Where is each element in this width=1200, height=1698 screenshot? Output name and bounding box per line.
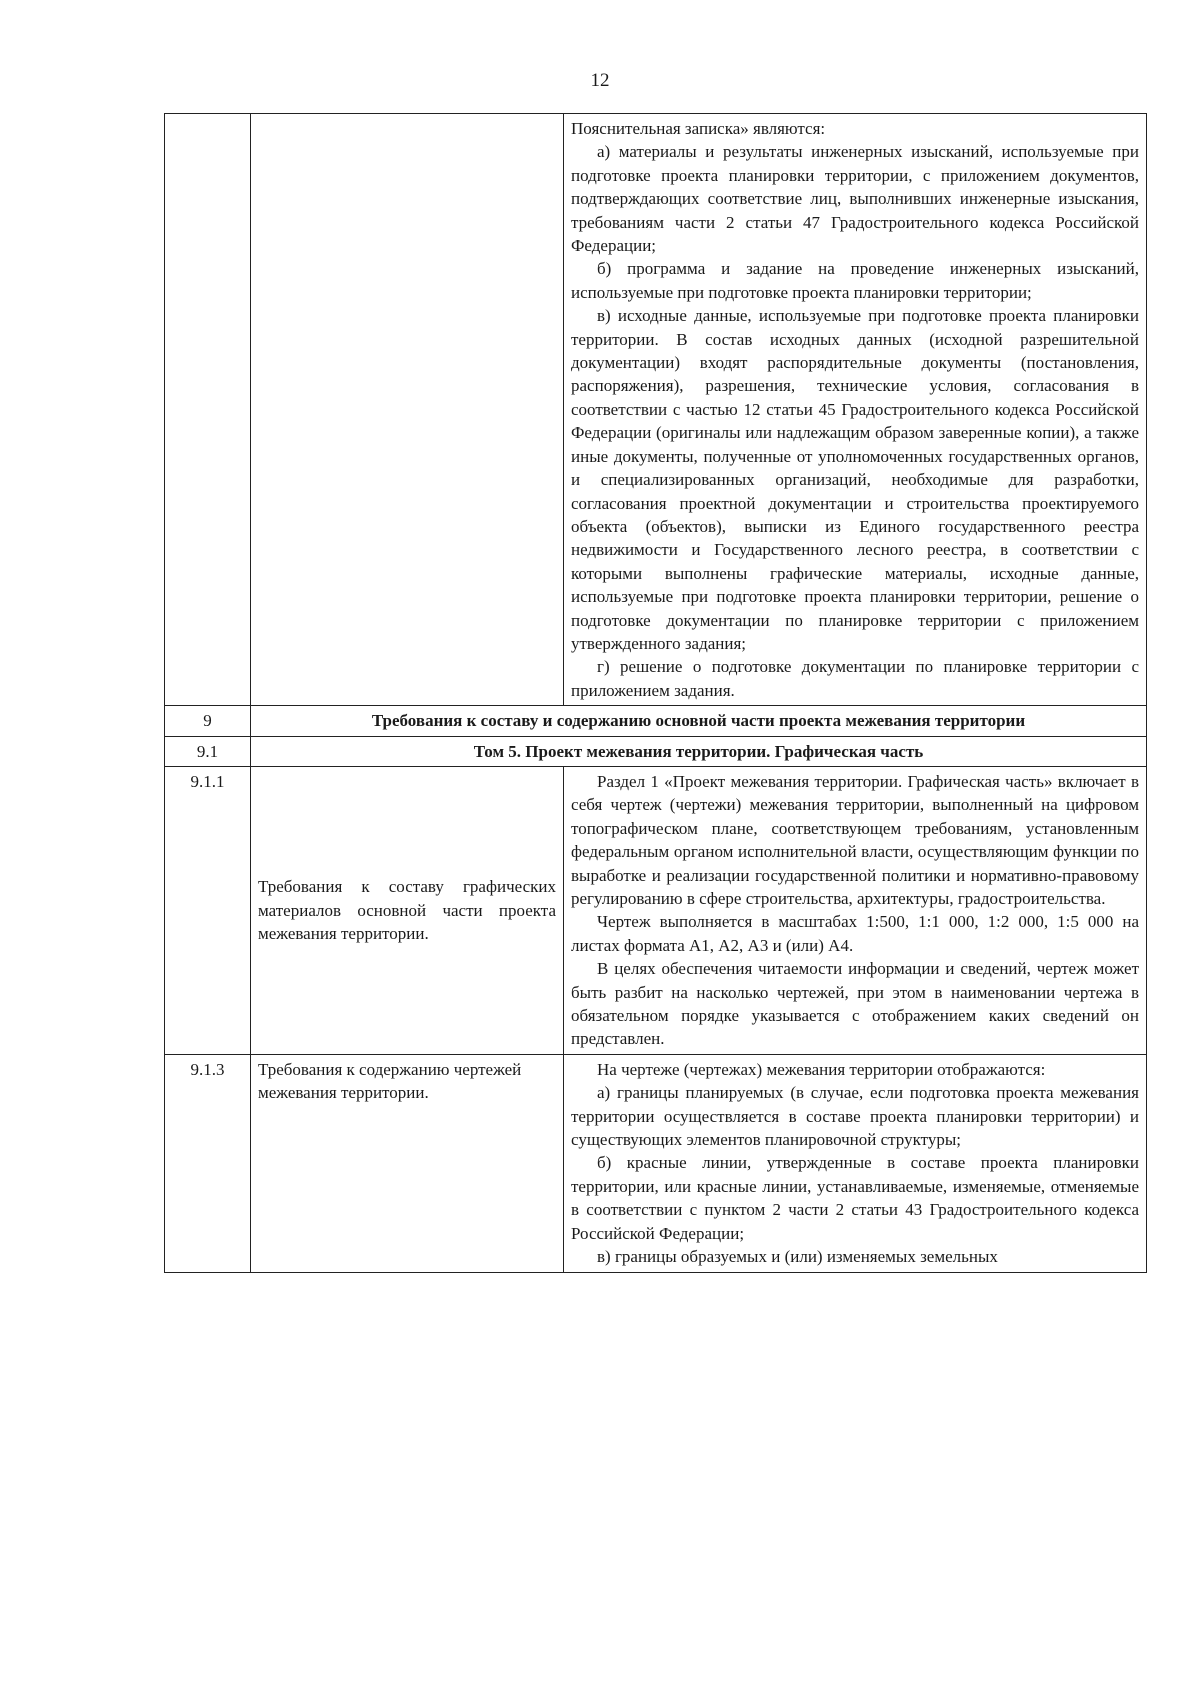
section-title: Требования к составу и содержанию основной части проекта межевания территории	[251, 706, 1147, 736]
paragraph: На чертеже (чертежах) межевания территории отображаются:	[597, 1059, 1046, 1079]
row-content	[564, 114, 1147, 706]
table-row	[165, 1054, 1147, 1272]
subsection-heading-row	[165, 736, 1147, 766]
row-description: Требования к составу графических материалов основной части проекта межевания территории.	[251, 766, 564, 1054]
subsection-title: Том 5. Проект межевания территории. Графическая часть	[251, 736, 1147, 766]
row-number: 9.1.3	[165, 1054, 251, 1272]
row-content	[564, 766, 1147, 1054]
page-number: 12	[590, 70, 610, 91]
row-number: 9.1.1	[165, 766, 251, 1054]
paragraph: г) решение о подготовке документации по планировке территории с приложением задания.	[571, 657, 1139, 700]
row-description	[251, 114, 564, 706]
row-number	[165, 114, 251, 706]
section-heading-row	[165, 706, 1147, 736]
paragraph: Чертеж выполняется в масштабах 1:500, 1:1 000, 1:2 000, 1:5 000 на листах формата А1, А2, А3 и (или) А4.	[571, 912, 1139, 955]
paragraph: Раздел 1 «Проект межевания территории. Графическая часть» включает в себя чертеж (чертежи) межевания территории, выполненный на цифровом топографическом плане, соответствующем требованиям, установленным федеральным органом исполнительной власти, осуществляющим функции по выработке и реализации государственной политики и нормативно-правовому регулированию в сфере строительства, архитектуры, градостроительства.	[571, 771, 1139, 908]
paragraph: а) границы планируемых (в случае, если подготовка проекта межевания территории осуществляется в составе проекта планировки территории) и существующих элементов планировочной структуры;	[571, 1083, 1139, 1150]
paragraph: в) границы образуемых и (или) изменяемых земельных	[597, 1247, 998, 1267]
paragraph: б) красные линии, утвержденные в составе проекта планировки территории, или красные линии, устанавливаемые, изменяемые, отменяемые в соответствии с пунктом 2 части 2 статьи 43 Градостроительного кодекса Российской Федерации;	[571, 1153, 1139, 1243]
requirements-table	[164, 113, 1147, 1273]
paragraph: а) материалы и результаты инженерных изысканий, используемые при подготовке проекта планировки территории, с приложением документов, подтверждающих соответствие лиц, выполнивших инженерные изыскания, требованиям части 2 статьи 47 Градостроительного кодекса Российской Федерации;	[571, 142, 1139, 256]
paragraph: в) исходные данные, используемые при подготовке проекта планировки территории. В состав исходных данных (исходной разрешительной документации) входят распорядительные документы (постановления, распоряжения), разрешения, технические условия, согласования в соответствии с частью 12 статьи 45 Градостроительного кодекса Российской Федерации (оригиналы или надлежащим образом заверенные копии), а также иные документы, полученные от уполномоченных государственных органов, и специализированных организаций, необходимые для разработки, согласования проектной документации и строительства проектируемого объекта (объектов), выписки из Единого государственного реестра недвижимости и Государственного лесного реестра, в соответствии с которыми выполнены графические материалы, исходные данные, используемые при подготовке проекта планировки территории, решение о подготовке документации по планировке территории с приложением утвержденного задания;	[571, 306, 1139, 653]
row-number: 9.1	[165, 736, 251, 766]
row-description: Требования к содержанию чертежей межевания территории.	[251, 1054, 564, 1272]
row-content	[564, 1054, 1147, 1272]
paragraph: В целях обеспечения читаемости информации и сведений, чертеж может быть разбит на насколько чертежей, при этом в наименовании чертежа в обязательном порядке указывается с отображением каких сведений он представлен.	[571, 959, 1139, 1049]
paragraph: Пояснительная записка» являются:	[571, 119, 826, 138]
table-row	[165, 114, 1147, 706]
row-number: 9	[165, 706, 251, 736]
paragraph: б) программа и задание на проведение инженерных изысканий, используемые при подготовке проекта планировки территории;	[571, 259, 1139, 302]
table-row	[165, 766, 1147, 1054]
